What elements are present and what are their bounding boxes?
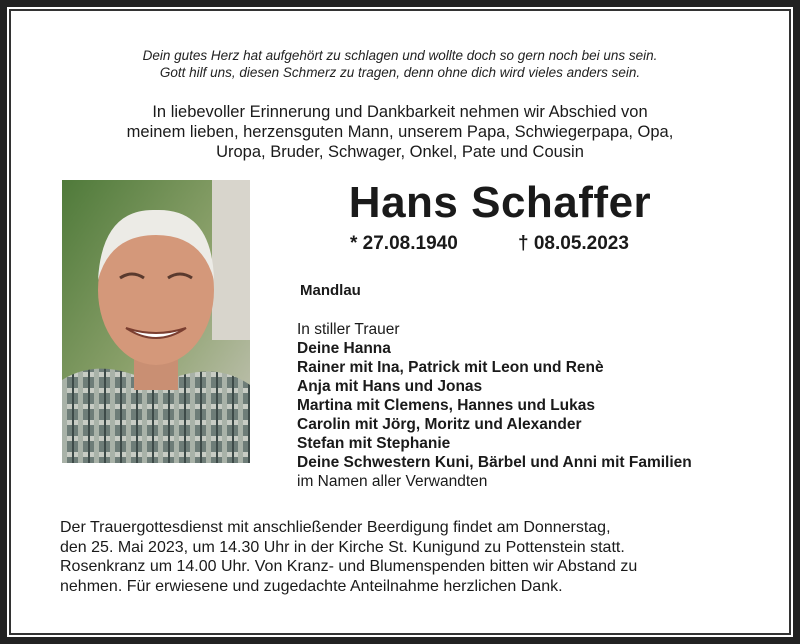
intro-line: In liebevoller Erinnerung und Dankbarkeit nehmen wir Abschied von [152,103,648,121]
verse-line: Gott hilf uns, diesen Schmerz zu tragen, denn ohne dich wird vieles anders sein. [159,65,641,80]
service-info [60,518,637,596]
intro-text [0,102,800,162]
service-line: den 25. Mai 2023, um 14.30 Uhr in der Kirche St. Kunigund zu Pottenstein statt. [60,538,625,556]
intro-line: Uropa, Bruder, Schwager, Onkel, Pate und Cousin [216,143,584,161]
service-line: nehmen. Für erwiesene und zugedachte Anteilnahme herzlichen Dank. [60,577,563,595]
verse-line: Dein gutes Herz hat aufgehört zu schlagen und wollte doch so gern noch bei uns sein. [142,48,658,63]
mourners-list [297,320,692,491]
mourners-closing: im Namen aller Verwandten [297,473,488,490]
intro-line: meinem lieben, herzensguten Mann, unserem Papa, Schwiegerpapa, Opa, [126,123,674,141]
mourner: Martina mit Clemens, Hannes und Lukas [297,397,596,414]
deceased-name: Hans Schaffer [348,178,652,227]
service-line: Rosenkranz um 14.00 Uhr. Von Kranz- und Blumenspenden bitten wir Abstand zu [60,558,638,575]
mourner: Carolin mit Jörg, Moritz und Alexander [297,416,582,433]
mourners-heading: In stiller Trauer [297,321,400,338]
mourner: Stefan mit Stephanie [297,435,451,452]
hometown: Mandlau [300,282,361,299]
death-date: † 08.05.2023 [518,233,629,254]
mourner: Deine Hanna [297,340,391,357]
portrait-photo [62,180,250,463]
birth-date: * 27.08.1940 [350,233,458,254]
mourner: Anja mit Hans und Jonas [297,378,483,395]
service-line: Der Trauergottesdienst mit anschließender Beerdigung findet am Donnerstag, [60,519,611,536]
verse [0,47,800,81]
mourner: Rainer mit Ina, Patrick mit Leon und Renè [297,359,604,376]
mourner: Deine Schwestern Kuni, Bärbel und Anni mit Familien [297,454,692,471]
